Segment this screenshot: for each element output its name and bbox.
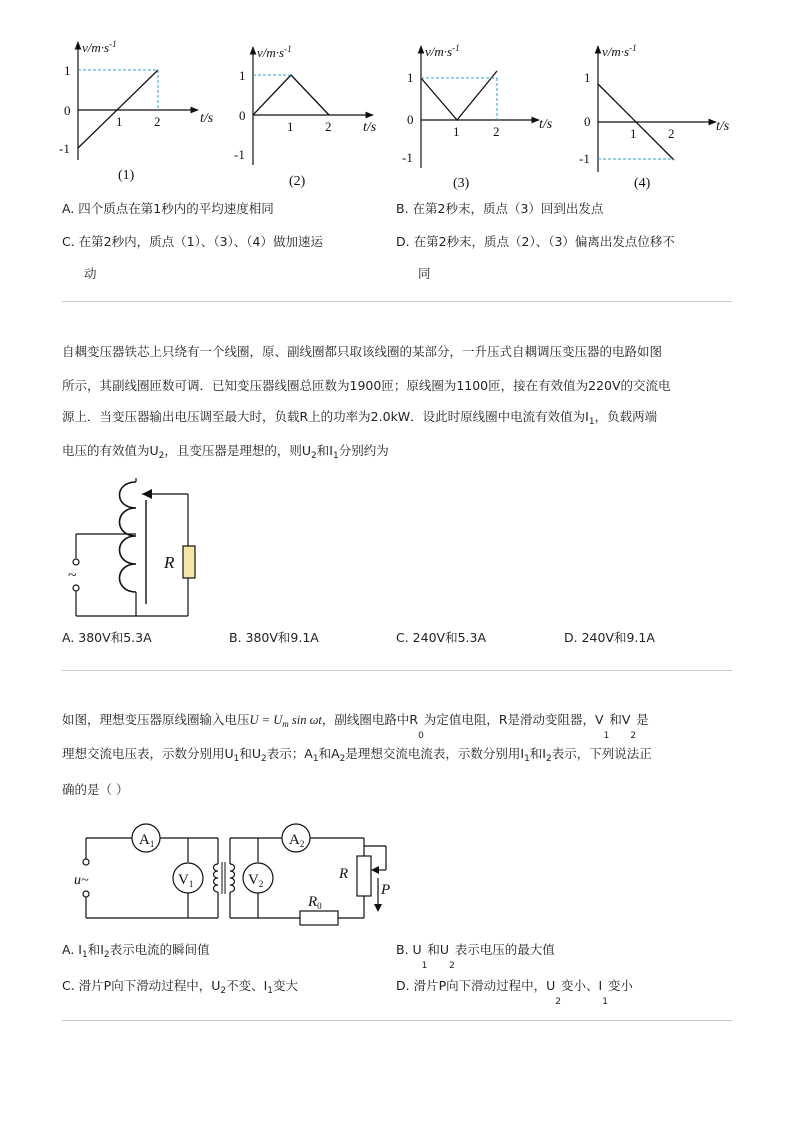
velocity-graphs-figure — [58, 34, 738, 194]
x-tick: 2 — [668, 126, 675, 141]
y-tick: 1 — [64, 63, 71, 78]
y-tick: 1 — [584, 70, 591, 85]
rheostat-r — [357, 856, 371, 896]
velocity-line — [78, 70, 158, 148]
graph-caption: (4) — [634, 176, 651, 191]
terminal — [73, 559, 79, 565]
x-tick: 1 — [287, 119, 294, 134]
graph-3 — [402, 43, 553, 191]
divider — [62, 1020, 732, 1021]
resistor-r0 — [300, 911, 338, 925]
x-tick: 1 — [116, 114, 123, 129]
y-tick: -1 — [234, 147, 245, 162]
graph-caption: (2) — [289, 174, 306, 189]
y-axis-label: $v/m\cdot s^{-1}$ — [425, 43, 460, 59]
y-axis-label: $v/m\cdot s^{-1}$ — [602, 43, 637, 59]
terminal — [73, 585, 79, 591]
y-tick: -1 — [59, 141, 70, 156]
down-arrow-icon — [374, 904, 382, 912]
x-axis-label: t/s — [363, 120, 377, 135]
x-tick: 2 — [493, 124, 500, 139]
voltmeter-v2-label: $V_2$ — [248, 872, 264, 889]
graph-caption: (3) — [453, 176, 470, 191]
y-tick: 0 — [64, 103, 71, 118]
rheostat-label: R — [339, 866, 349, 882]
q1-option-d[interactable]: D. 在第2秒末，质点（2）、（3）偏离出发点位移不 — [396, 234, 675, 249]
q2-option-b[interactable]: B. 380V和9.1A — [229, 630, 319, 645]
graph-2 — [234, 44, 377, 189]
transformer-circuit — [68, 822, 408, 932]
q2-stem-line4: 电压的有效值为$U_2$，且变压器是理想的，则$U_2$和$I_1$分别约为 — [62, 443, 389, 461]
q1-option-a[interactable]: A. 四个质点在第1秒内的平均速度相同 — [62, 201, 274, 216]
q1-option-d-cont: 同 — [418, 266, 431, 281]
primary-coil — [214, 864, 219, 892]
ac-source-label: u~ — [74, 873, 89, 888]
resistor-r0-label: $R_0$ — [308, 894, 322, 911]
y-axis-label: $v/m\cdot s^{-1}$ — [82, 39, 117, 55]
divider — [62, 670, 732, 671]
y-tick: 1 — [407, 70, 414, 85]
x-tick: 1 — [630, 126, 637, 141]
divider — [62, 301, 732, 302]
q2-option-d[interactable]: D. 240V和9.1A — [564, 630, 655, 645]
x-tick: 2 — [154, 114, 161, 129]
ac-source-symbol: ~ — [68, 567, 77, 584]
q3-stem-line3: 确的是（ ） — [62, 782, 129, 797]
graph-1 — [59, 39, 214, 183]
q3-stem-line2: 理想交流电压表，示数分别用$U_1$和$U_2$表示；$A_1$和$A_2$是理想交流电流表，示数分别用$I_1$和$I_2$表示，下列说法正 — [62, 746, 652, 764]
ammeter-a2-label: $A_2$ — [289, 832, 305, 849]
x-tick: 1 — [453, 124, 460, 139]
y-axis-label: $v/m\cdot s^{-1}$ — [257, 44, 292, 60]
y-tick: 0 — [584, 114, 591, 129]
q2-stem-line3: 源上．当变压器输出电压调至最大时，负载R上的功率为2.0kW．设此时原线圈中电流有效值为$I_1$，负载两端 — [62, 409, 658, 427]
autotransformer-circuit — [62, 474, 212, 624]
q3-option-a[interactable]: A. $I_1$和$I_2$表示电流的瞬间值 — [62, 942, 210, 960]
terminal — [83, 859, 89, 865]
graph-caption: (1) — [118, 168, 135, 183]
y-tick: 0 — [407, 112, 414, 127]
secondary-coil — [230, 864, 235, 892]
resistor-r — [183, 546, 195, 578]
y-tick: -1 — [579, 151, 590, 166]
terminal — [83, 891, 89, 897]
x-axis-label: t/s — [716, 119, 730, 134]
q2-option-c[interactable]: C. 240V和5.3A — [396, 630, 487, 645]
q1-option-c-cont: 动 — [84, 266, 97, 281]
q3-option-d[interactable]: D. 滑片P向下滑动过程中，$U_2$变小、$I_1$变小 — [396, 978, 633, 1007]
slider-p-label: P — [381, 882, 391, 898]
q3-stem-line1: 如图，理想变压器原线圈输入电压$U = U_m$ sin ωt，副线圈电路中$R_0$为定值电阻，R是滑动变阻器，$V_1$和$V_2$是 — [62, 712, 649, 741]
velocity-line — [253, 75, 329, 115]
x-axis-label: t/s — [539, 117, 553, 132]
ammeter-a1-label: $A_1$ — [139, 832, 155, 849]
x-tick: 2 — [325, 119, 332, 134]
y-tick: -1 — [402, 150, 413, 165]
q1-option-c[interactable]: C. 在第2秒内，质点（1）、（3）、（4）做加速运 — [62, 234, 323, 249]
coil — [120, 482, 137, 592]
q3-option-c[interactable]: C. 滑片P向下滑动过程中，$U_2$不变、$I_1$变大 — [62, 978, 299, 996]
q2-option-a[interactable]: A. 380V和5.3A — [62, 630, 152, 645]
voltmeter-v1-label: $V_1$ — [178, 872, 194, 889]
q2-stem-line1: 自耦变压器铁芯上只绕有一个线圈，原、副线圈都只取该线圈的某部分，一升压式自耦调压变压器的电路如图 — [62, 344, 663, 359]
resistor-label: R — [164, 553, 175, 572]
q2-stem-line2: 所示，其副线圈匝数可调．已知变压器线圈总匝数为1900匝；原线圈为1100匝，接在有效值为220V的交流电 — [62, 378, 671, 393]
q1-option-b[interactable]: B. 在第2秒末，质点（3）回到出发点 — [396, 201, 604, 216]
slider-p — [371, 866, 379, 874]
q3-option-b[interactable]: B. $U_1$和$U_2$表示电压的最大值 — [396, 942, 555, 971]
y-tick: 0 — [239, 108, 246, 123]
x-axis-label: t/s — [200, 111, 214, 126]
graph-4 — [579, 43, 730, 191]
slider-arrow — [142, 489, 152, 499]
y-tick: 1 — [239, 68, 246, 83]
